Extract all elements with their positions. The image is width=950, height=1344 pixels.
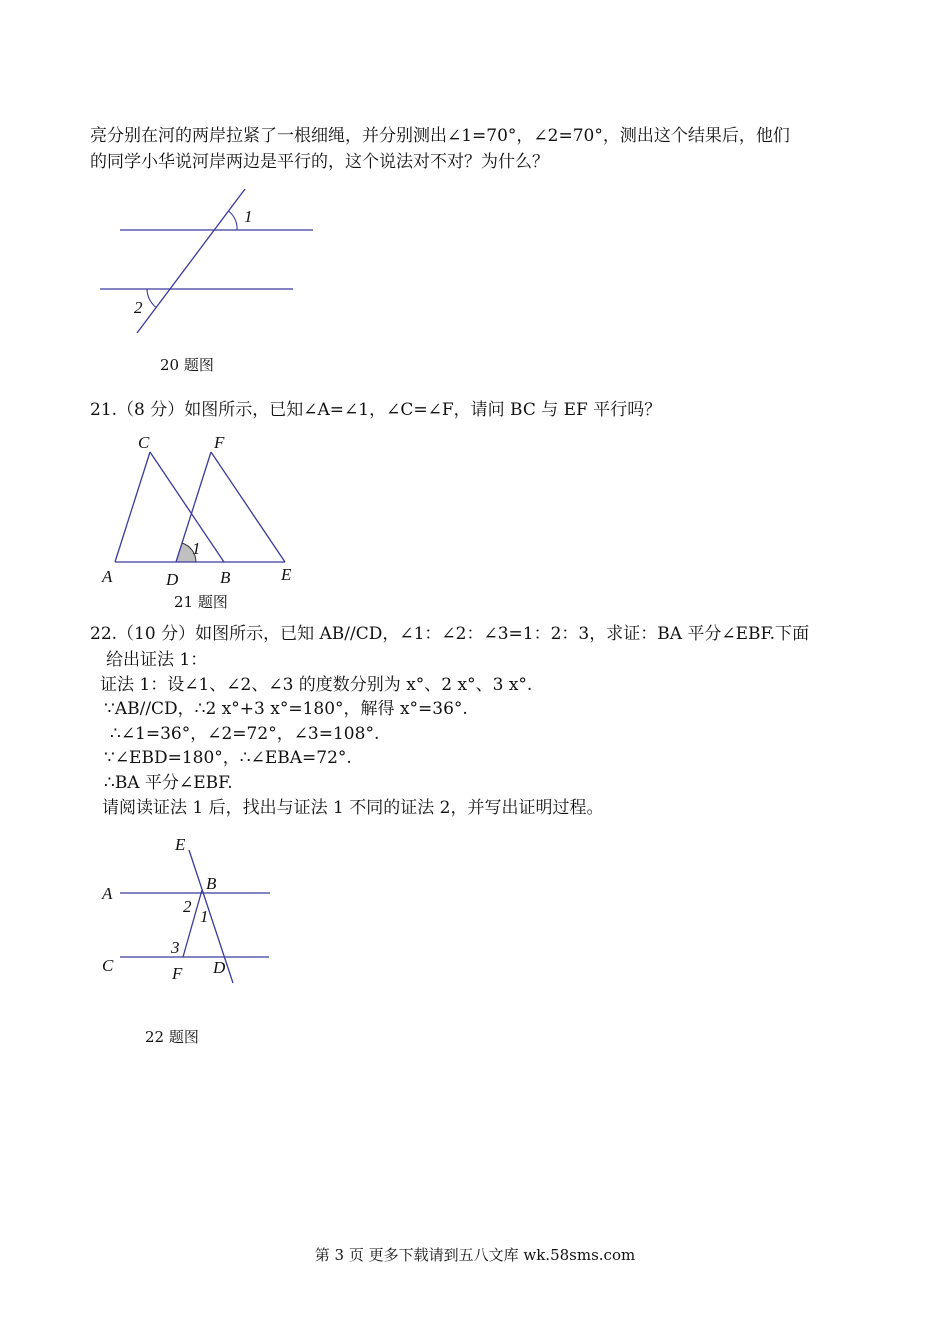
fig22-label-angle3: 3 [171,938,180,957]
fig21-label-A: A [102,567,113,586]
fig21-label-B: B [220,568,231,587]
fig22-label-angle2: 2 [183,897,192,916]
q22-instruction: 请阅读证法 1 后，找出与证法 1 不同的证法 2，并写出证明过程。 [102,798,604,818]
fig20-angle2-arc [147,289,156,307]
fig22-label-E: E [175,835,186,854]
fig22-label-A: A [102,884,113,903]
q21-text: 21.（8 分）如图所示，已知∠A=∠1，∠C=∠F，请问 BC 与 EF 平行吗？ [90,400,662,420]
fig21-segment-AC [115,452,150,562]
fig21-label-angle1: 1 [192,539,201,558]
fig20-transversal-line [137,189,245,333]
fig21-label-C: C [138,433,150,452]
fig21-label-E: E [281,565,292,584]
q22-proof-line: ∵AB//CD，∴2 x°+3 x°=180°，解得 x°=36°. [104,699,468,719]
fig20-caption: 20 题图 [160,356,214,374]
q22-proof-line: 证法 1：设∠1、∠2、∠3 的度数分别为 x°、2 x°、3 x°. [100,675,533,695]
fig20-label-angle2: 2 [134,298,143,317]
fig21-segment-FE [211,452,285,562]
page-footer: 第 3 页 更多下载请到五八文库 wk.58sms.com [314,1246,636,1264]
q20-text-line1: 亮分别在河的两岸拉紧了一根细绳，并分别测出∠1=70°，∠2=70°，测出这个结果后，他们 [90,126,790,146]
q22-text-line1: 22.（10 分）如图所示，已知 AB//CD，∠1：∠2：∠3=1：2：3，求证：BA 平分∠EBF.下面 [90,624,810,644]
fig21-label-F: F [214,433,225,452]
fig20-label-angle1: 1 [244,207,253,226]
fig22-caption: 22 题图 [145,1028,199,1046]
q22-text-line2: 给出证法 1： [106,650,208,670]
q22-proof-line: ∴∠1=36°，∠2=72°，∠3=108°. [110,724,380,744]
q22-proof-line: ∴BA 平分∠EBF. [104,773,233,793]
fig22-label-C: C [102,956,114,975]
fig22-label-angle1: 1 [200,907,209,926]
fig20-angle1-arc [229,211,238,230]
fig22-label-F: F [172,964,183,983]
fig22-label-B: B [206,874,217,893]
fig21-label-D: D [166,570,179,589]
fig22-line-EBD [189,850,233,983]
fig21-caption: 21 题图 [174,593,228,611]
fig22-label-D: D [213,958,226,977]
q22-proof-line: ∵∠EBD=180°，∴∠EBA=72°. [104,748,352,768]
q20-text-line2: 的同学小华说河岸两边是平行的，这个说法对不对？为什么？ [90,152,549,172]
